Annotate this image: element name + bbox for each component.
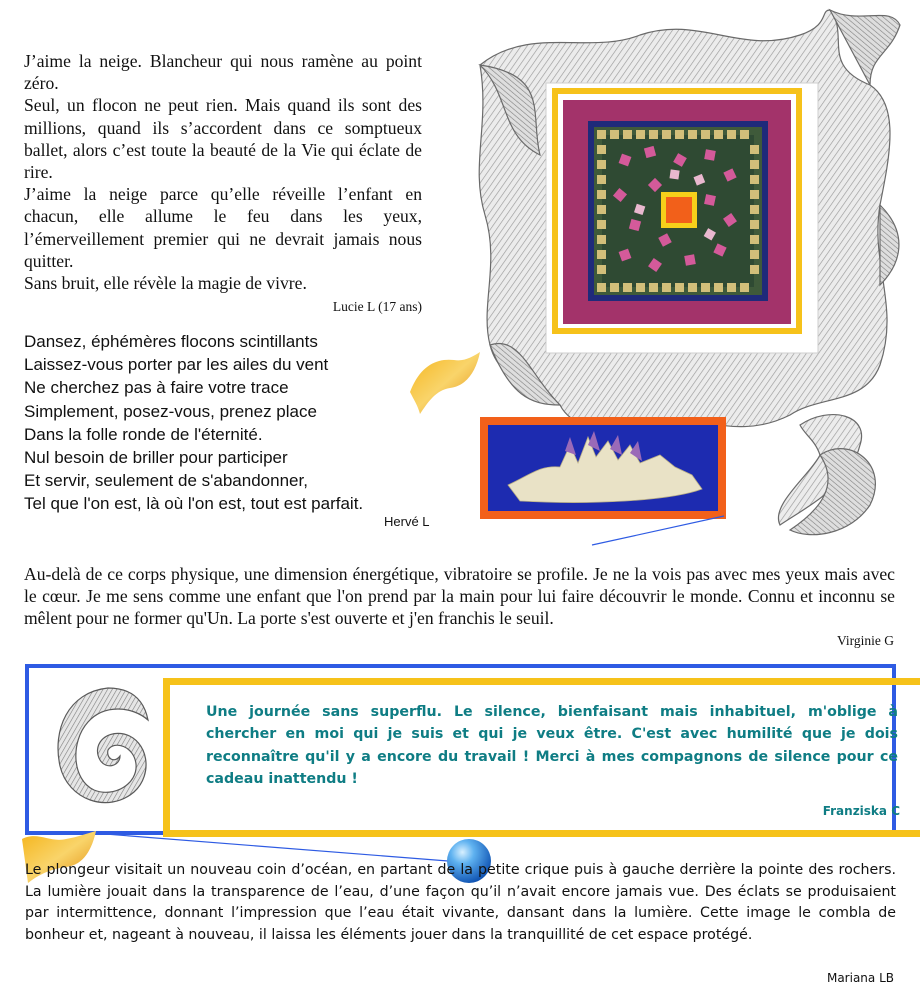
poem-line: Dansez, éphémères flocons scintillants <box>24 332 318 351</box>
lucie-paragraph: Sans bruit, elle révèle la magie de vivre. <box>24 273 307 294</box>
mosaic-image <box>555 91 799 331</box>
herve-poem <box>24 330 454 516</box>
poem-line: Ne cherchez pas à faire votre trace <box>24 378 289 398</box>
orange-ribbon-icon <box>406 352 484 416</box>
mariana-signature: Mariana LB <box>826 971 894 985</box>
poem-line: Dans la folle ronde de l'éternité. <box>24 424 263 444</box>
crystal-image <box>480 417 726 519</box>
poem-line: Et servir, seulement de s'abandonner, <box>24 471 308 491</box>
franziska-signature: Franziska C <box>822 804 900 818</box>
franziska-yellow-frame <box>163 678 920 837</box>
virginie-paragraph: Au-delà de ce corps physique, une dimension énergétique, vibratoire se profile. Je ne la vois pas avec mes yeux mais avec le cœur. Je me sens comme une enfant que l'on prend par la main pour lui faire découvrir le monde. Connu et inconnu se mêlent pour ne former qu'Un. La porte s'est ouverte et j'en franchis le seuil. <box>24 564 895 629</box>
poem-line: Nul besoin de briller pour participer <box>24 448 288 468</box>
ribbon-frame-illustration <box>470 5 910 545</box>
virginie-signature: Virginie G <box>836 633 894 648</box>
poem-line: Simplement, posez-vous, prenez place <box>24 401 317 421</box>
poem-line: Laissez-vous porter par les ailes du vent <box>24 355 329 375</box>
lucie-poem <box>24 50 422 294</box>
spiral-scroll-illustration <box>48 680 158 820</box>
lucie-paragraph: J’aime la neige parce qu’elle réveille l’enfant en chacun, elle allume le feu dans les yeux, l’émerveillement premier qui ne devrait jamais nous quitter. <box>24 184 422 271</box>
franziska-paragraph: Une journée sans superflu. Le silence, bienfaisant mais inhabituel, m'oblige à chercher en moi qui je suis et qui je veux être. C'est avec humilité que je dois reconnaître qu'il y a encore du travail ! Merci à mes compagnons de silence pour ce cadeau inattendu ! <box>206 704 898 788</box>
lucie-signature: Lucie L (17 ans) <box>332 299 422 314</box>
mariana-paragraph: Le plongeur visitait un nouveau coin d’océan, en partant de la petite crique puis à gauche derrière la pointe des rochers. La lumière jouait dans la transparence de l’eau, d’une façon qu’il n’avait encore jamais vue. Des éclats se produisaient par intermittence, donnant l’impression que l’eau était vivante, dansant dans la lumière. Cette image le combla de bonheur et, nageant à nouveau, il laissa les éléments jouer dans la tranquillité de cet espace protégé. <box>25 862 896 943</box>
lucie-paragraph: J’aime la neige. Blancheur qui nous ramène au point zéro. <box>24 51 422 94</box>
poem-line: Tel que l'on est, là où l'on est, tout est parfait. <box>24 494 364 514</box>
herve-signature: Hervé L <box>384 514 430 529</box>
lucie-paragraph: Seul, un flocon ne peut rien. Mais quand ils sont des millions, quand ils s’accordent dans ce somptueux ballet, alors c’est toute la beauté de la Vie qui éclate de rire. <box>24 95 422 183</box>
